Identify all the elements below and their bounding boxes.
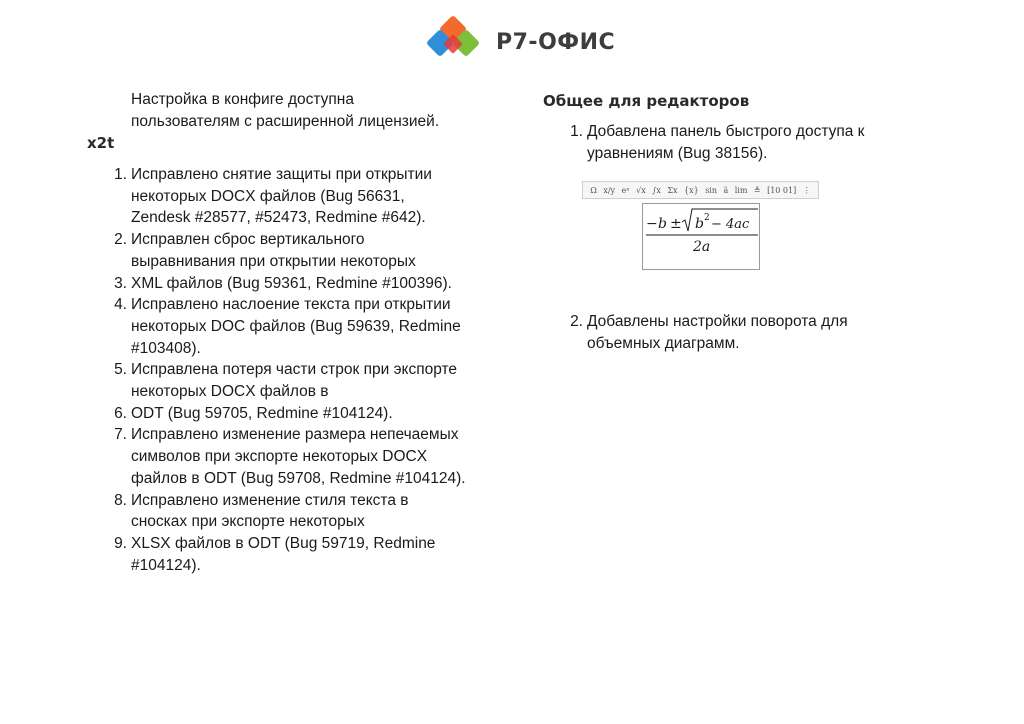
eq-rest: − 4ac [711,217,750,232]
list-number: 2. [570,313,583,330]
list-item [109,229,466,272]
eq-minus: − [646,216,658,232]
list-number: 2. [114,231,127,249]
list-line: некоторых DOC файлов (Bug 59639, Redmine [131,317,461,335]
x2t-list [109,164,466,576]
eq-b-squared: b [695,216,704,232]
list-number: 1. [570,123,583,140]
list-number: 1. [114,166,127,183]
list-line: #104124). [131,556,201,574]
eq-denominator: 2a [693,239,711,255]
eq-pm: ± [670,216,682,232]
list-line: файлов в ODT (Bug 59708, Redmine #104124). [131,469,466,487]
list-number: 5. [114,361,127,379]
editors-list [565,121,864,164]
list-number: 9. [114,534,127,552]
toolbar-omega-icon: Ω [590,185,597,195]
toolbar-function-icon: sin [705,185,718,195]
intro-line: пользователям с расширенной лицензией. [131,112,440,130]
list-line: Добавлены настройки поворота для [587,313,848,330]
quadratic-formula [643,204,759,269]
toolbar-accent-icon: ä [723,185,729,195]
list-line: символов при экспорте некоторых DOCX [131,448,428,466]
list-item [109,164,466,229]
list-number: 4. [114,296,127,314]
eq-b: b [658,216,667,232]
toolbar-radical-icon: √x [636,185,646,195]
equation-toolbar [582,181,819,199]
list-item [109,359,466,402]
x2t-heading: x2t [87,134,115,152]
list-line: Zendesk #28577, #52473, Redmine #642). [131,209,426,227]
list-line: Исправлено наслоение текста при открытии [131,296,451,314]
toolbar-more-icon: ⋮ [802,185,811,195]
toolbar-operator-icon: ≜ [753,185,761,195]
list-number: 6. [114,404,127,422]
equation-image [642,203,760,270]
list-item [109,403,466,425]
toolbar-script-icon: eˣ [621,185,630,195]
intro-paragraph [131,89,439,132]
list-item [109,490,466,533]
intro-line: Настройка в конфиге доступна [131,91,354,108]
toolbar-fraction-icon: x/y [603,185,616,195]
list-item [109,294,466,359]
list-item [109,533,466,576]
list-number: 3. [114,274,127,292]
list-line: Исправлена потеря части строк при экспорте [131,361,458,379]
list-line: XLSX файлов в ODT (Bug 59719, Redmine [131,534,436,552]
list-line: некоторых DOCX файлов в [131,383,329,401]
logo-mark-icon [424,16,488,68]
logo-text: Р7-ОФИС [496,29,616,55]
list-number: 7. [114,426,127,444]
list-line: Исправлено изменение стиля текста в [131,491,409,509]
list-item [109,273,466,295]
logo [424,16,615,68]
list-line: ODT (Bug 59705, Redmine #104124). [131,404,393,422]
toolbar-integral-icon: ∫x [652,185,661,195]
list-line: XML файлов (Bug 59361, Redmine #100396). [131,274,452,292]
list-item [565,121,864,164]
list-line: #103408). [131,339,201,357]
list-line: уравнениям (Bug 38156). [587,144,768,162]
list-line: Добавлена панель быстрого доступа к [587,123,865,140]
toolbar-bracket-icon: {x} [684,185,699,195]
toolbar-sum-icon: Σx [667,185,678,195]
toolbar-limit-icon: lim [734,185,748,195]
list-line: сносках при экспорте некоторых [131,513,365,531]
list-line: некоторых DOCX файлов (Bug 56631, [131,187,405,205]
list-item [109,424,466,489]
list-line: Исправлен сброс вертикального [131,231,365,249]
editors-list-2 [565,311,848,354]
list-number: 8. [114,491,127,509]
list-line: Исправлено снятие защиты при открытии [131,166,432,183]
list-line: объемных диаграмм. [587,334,740,352]
editors-heading: Общее для редакторов [543,92,750,110]
list-line: Исправлено изменение размера непечаемых [131,426,459,444]
list-item [565,311,848,354]
eq-exponent: 2 [704,213,710,223]
toolbar-matrix-icon: [10 01] [767,185,797,195]
list-line: выравнивания при открытии некоторых [131,252,416,270]
